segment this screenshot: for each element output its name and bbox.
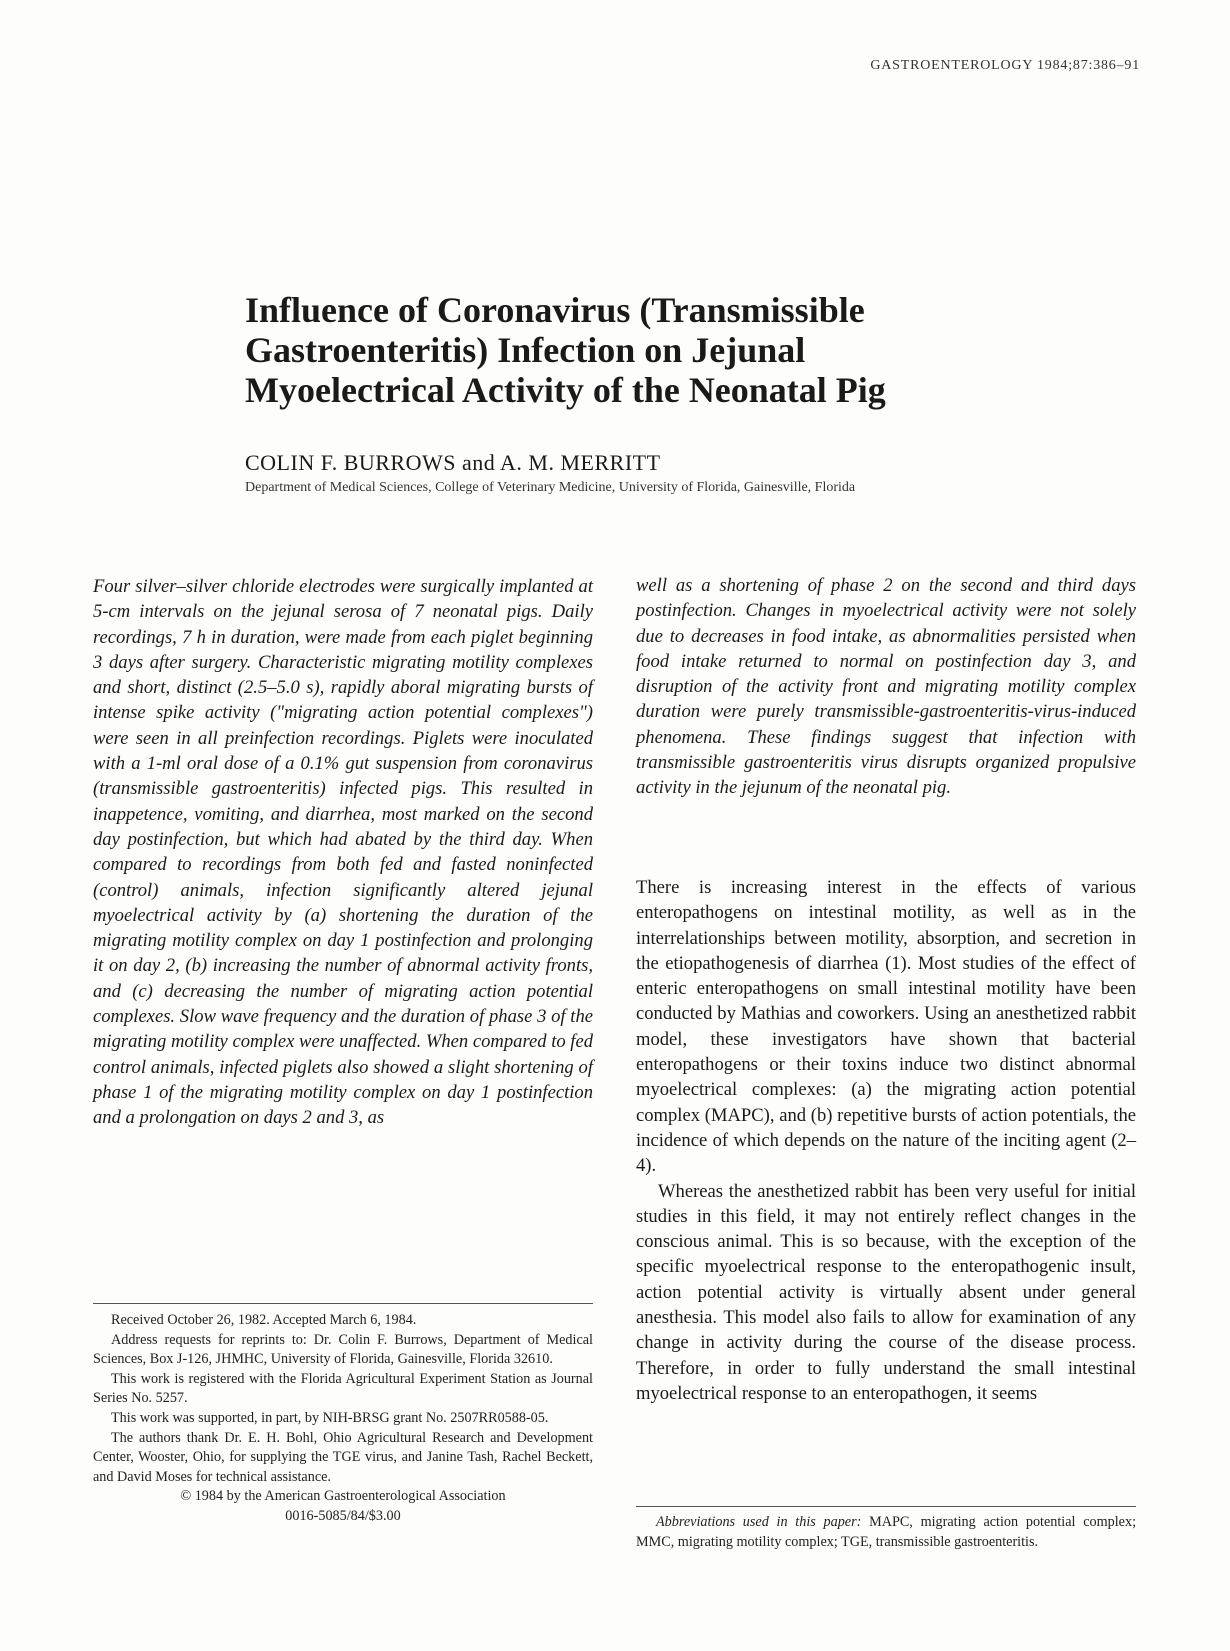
body-paragraph-1: There is increasing interest in the effects of various enteropathogens on intestinal motility, as well as in the interrelationships between motility, absorption, and secretion in the etiopathogenesis of diarrhea (1). Most studies of the effect of enteric enteropathogens on small intestinal motility have been conducted by Mathias and coworkers. Using an anesthetized rabbit model, these investigators have shown that bacterial enteropathogens or their toxins induce two distinct abnormal myoelectrical complexes: (a) the migrating action potential complex (MAPC), and (b) repetitive bursts of action potentials, the incidence of which depends on the nature of the inciting agent (2–4). bbox=[636, 877, 1136, 1177]
running-head: GASTROENTEROLOGY 1984;87:386–91 bbox=[870, 58, 1140, 73]
body-text bbox=[636, 875, 1136, 1406]
authors: COLIN F. BURROWS and A. M. MERRITT bbox=[245, 450, 661, 475]
footnotes bbox=[93, 1311, 593, 1527]
footnote-copyright: © 1984 by the American Gastroenterological Association bbox=[180, 1488, 506, 1505]
footnote-address: Address requests for reprints to: Dr. Colin F. Burrows, Department of Medical Sciences, Box J-126, JHMHC, University of Florida, Gainesville, Florida 32610. bbox=[93, 1331, 593, 1368]
title-line-1: Influence of Coronavirus (Transmissible bbox=[245, 290, 865, 330]
article-title bbox=[245, 290, 1045, 410]
title-line-3: Myoelectrical Activity of the Neonatal Pig bbox=[245, 370, 886, 410]
abbreviations-text: MAPC, migrating action potential complex; MMC, migrating motility complex; TGE, transmissible gastroenteritis. bbox=[636, 1514, 1137, 1550]
footnote-thanks: The authors thank Dr. E. H. Bohl, Ohio Agricultural Research and Development Center, Wooster, Ohio, for supplying the TGE virus, and Janine Tash, Rachel Beckett, and David Moses for technical assistance. bbox=[93, 1429, 593, 1485]
footnote-support: This work was supported, in part, by NIH-BRSG grant No. 2507RR0588-05. bbox=[111, 1409, 549, 1426]
title-line-2: Gastroenteritis) Infection on Jejunal bbox=[245, 330, 806, 370]
abstract-right-column: well as a shortening of phase 2 on the second and third days postinfection. Changes in myoelectrical activity were not solely due to decreases in food intake, as abnormalities persisted when food intake returned to normal on postinfection day 3, and disruption of the activity front and migrating motility complex duration were purely transmissible-gastroenteritis-virus-induced phenomena. These findings suggest that infection with transmissible gastroenteritis virus disrupts organized propulsive activity in the jejunum of the neonatal pig. bbox=[636, 575, 1136, 799]
abbreviations-divider bbox=[636, 1506, 1136, 1507]
abbreviations-label: Abbreviations used in this paper: bbox=[656, 1514, 862, 1530]
footnote-registered: This work is registered with the Florida Agricultural Experiment Station as Journal Series No. 5257. bbox=[93, 1370, 593, 1407]
affiliation: Department of Medical Sciences, College of Veterinary Medicine, University of Florida, Gainesville, Florida bbox=[245, 480, 856, 495]
abbreviations-note bbox=[636, 1513, 1136, 1552]
footnote-code: 0016-5085/84/$3.00 bbox=[285, 1507, 401, 1524]
footnote-received: Received October 26, 1982. Accepted March 6, 1984. bbox=[111, 1312, 417, 1328]
body-paragraph-2: Whereas the anesthetized rabbit has been very useful for initial studies in this field, it may not entirely reflect changes in the conscious animal. This is so because, with the exception of the specific myoelectrical response to the enteropathogenic insult, action potential activity is virtually absent under general anesthesia. This model also fails to allow for examination of any change in activity during the course of the disease process. Therefore, in order to fully understand the small intestinal myoelectrical response to an enteropathogen, it seems bbox=[636, 1180, 1136, 1404]
abstract-left-column: Four silver–silver chloride electrodes were surgically implanted at 5-cm intervals on the jejunal serosa of 7 neonatal pigs. Daily recordings, 7 h in duration, were made from each piglet beginning 3 days after surgery. Characteristic migrating motility complexes and short, distinct (2.5–5.0 s), rapidly aboral migrating bursts of intense spike activity ("migrating action potential complexes") were seen in all preinfection recordings. Piglets were inoculated with a 1-ml oral dose of a 0.1% gut suspension from coronavirus (transmissible gastroenteritis) infected pigs. This resulted in inappetence, vomiting, and diarrhea, most marked on the second day postinfection, but which had abated by the third day. When compared to recordings from both fed and fasted noninfected (control) animals, infection significantly altered jejunal myoelectrical activity by (a) shortening the duration of the migrating motility complex on day 1 postinfection and prolonging it on day 2, (b) increasing the number of abnormal activity fronts, and (c) decreasing the number of migrating action potential complexes. Slow wave frequency and the duration of phase 3 of the migrating motility complex were unaffected. When compared to fed control animals, infected piglets also showed a slight shortening of phase 1 of the migrating motility complex on day 1 postinfection and a prolongation on days 2 and 3, as bbox=[93, 576, 594, 1129]
footnote-divider bbox=[93, 1303, 593, 1304]
